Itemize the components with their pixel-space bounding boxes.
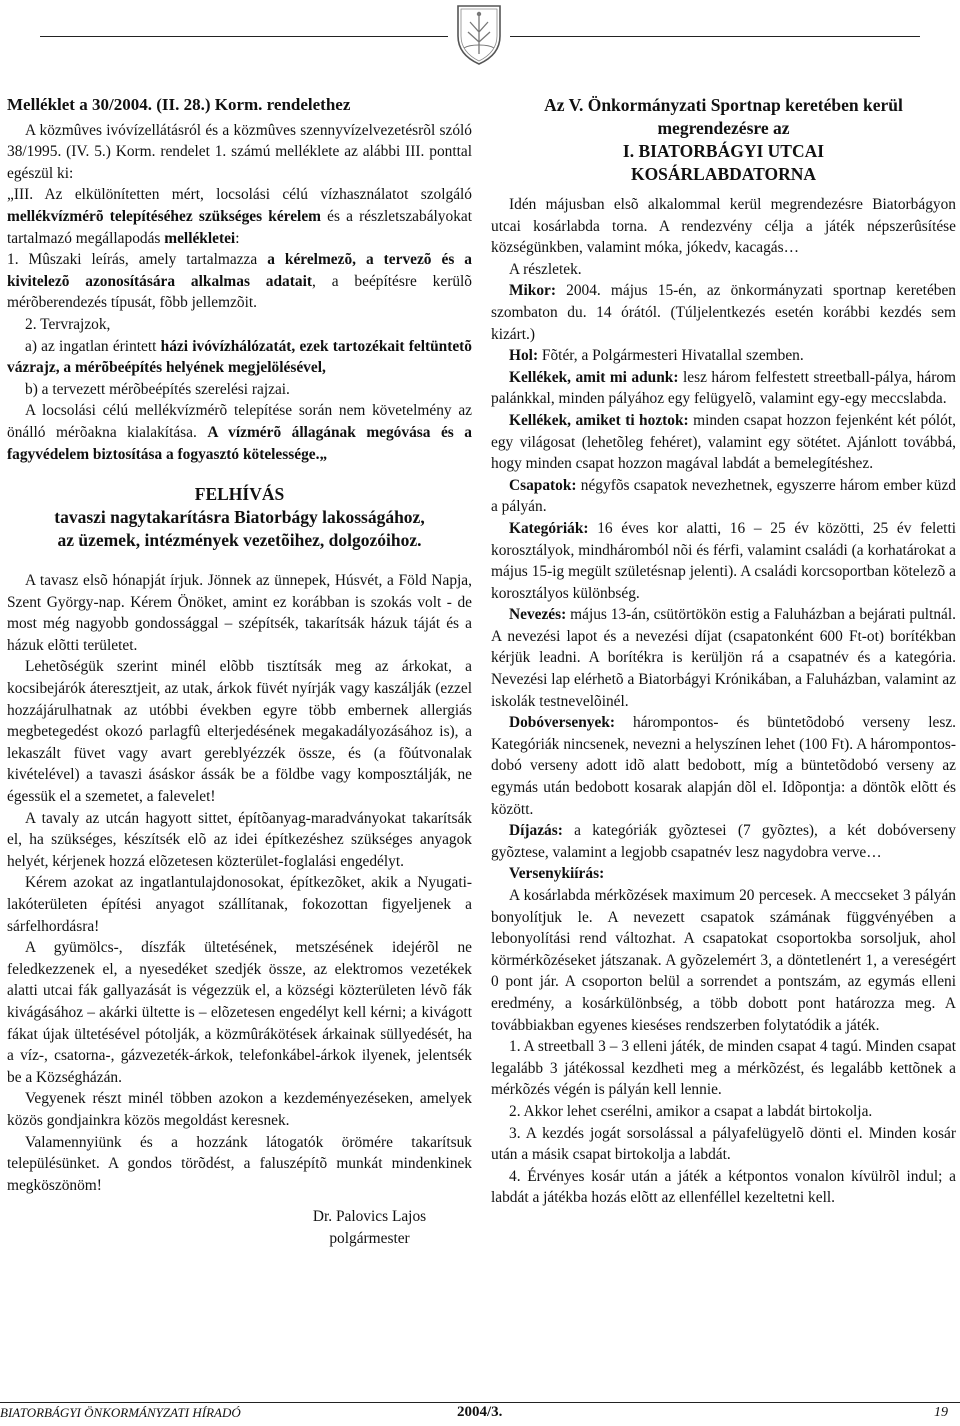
call-paragraph-7: Valamennyiünk és a hozzánk látogatók örömére takarítsuk településünket. A gondos törõdést, a faluszépítõ munkát mindenkinek megköszönöm! — [7, 1133, 472, 1194]
where-paragraph: Hol: Fõtér, a Polgármesteri Hivatallal szemben. — [509, 347, 804, 365]
call-paragraph-4: Kérem azokat az ingatlantulajdonosokat, építkezõket, akik a Nyugati-lakóterületen építési anyagot szállítanak, fokozottan figyeljenek a sárfelhordásra! — [7, 874, 472, 935]
rule-3: 3. A kezdés jogát sorsolással a pályafelügyelõ dönti el. Minden kosár után a másik csapat birtokolja a labdát. — [491, 1124, 956, 1164]
annex-item-2: 2. Tervrajzok, — [25, 315, 111, 333]
call-paragraph-2: Lehetõségük szerint minél elõbb tisztítsák meg az árkokat, a kocsibejárók áteresztjeit, az utak, árkok füvét nyírják vagy kaszálják (ezzel hozzájárulhatnak az utóbbi években egyre több embernek allergiás megbetegedést okozó parlagfû elterjedésének megakadályozásához is), a lekaszált füvet vagy avart gereblyézzék össze, és (a fõútvonalak kivételével) a tavaszi ásáskor ássák be a földbe vagy komposztálják, ne égessük el a szemetet, a falevelet! — [7, 658, 472, 806]
call-paragraph-3: A tavaly az utcán hagyott sittet, építõanyag-maradványokat takarítsák el, ha szükséges, készítsék elõ az idei építkezéshez szükséges anyagok helyét, kérjenek hozzá elõzetesen közterület-foglalási engedélyt. — [7, 809, 472, 870]
left-column — [7, 94, 472, 1250]
rules-heading: Versenykiírás: — [509, 865, 605, 883]
header-rule-left — [40, 36, 448, 37]
call-paragraph-1: A tavasz elsõ hónapját írjuk. Jönnek az ünnepek, Húsvét, a Föld Napja, Szent György-nap. Kérem Önöket, amint ez korábban is szokás volt - de most még nagyobb gondossággal – szépítsék, takarítsák házuk táját és a házuk elõtti területet. — [7, 572, 472, 654]
call-paragraph-6: Vegyenek részt minél többen azokon a kezdeményezéseken, amelyek közös gondjainkra közös megoldást keresnek. — [7, 1090, 472, 1129]
annex-intro: A közmûves ivóvízellátásról és a közmûves szennyvízelvezetésrõl szóló 38/1995. (IV. 5.) Korm. rendelet 1. számú melléklete az alábbi III. ponttal egészül ki: — [7, 121, 472, 182]
tournament-heading-1: Az V. Önkormányzati Sportnap keretében kerül — [544, 95, 903, 115]
annex-point-iii: „III. Az elkülönítetten mért, locsolási célú vízhasználatot szolgáló mellékvízmérõ telepítéséhez szükséges kérelem és a részletszabályokat tartalmazó megállapodás mellékletei: — [7, 186, 472, 247]
call-title: FELHÍVÁS — [194, 484, 285, 505]
categories-paragraph: Kategóriák: 16 éves kor alatti, 16 – 25 év közötti, 25 év feletti korosztályok, mindháromból nõi és férfi, valamint családi (a korhatárokat a május 15-ig megült születésnap jelenti). A családi korcsoportban kötelezõ a korosztályos különbség. — [491, 519, 956, 602]
when-paragraph: Mikor: 2004. május 15-én, az önkormányzati sportnap keretében szombaton du. 14 órától. (Túljelentkezés esetén korábbi kezdés sem kizárt.) — [491, 282, 956, 343]
call-subtitle-1: tavaszi nagytakarításra Biatorbágy lakosságához, — [54, 507, 425, 528]
signature-title: polgármester — [329, 1230, 410, 1248]
details-label: A részletek. — [509, 260, 582, 278]
shooting-contests-paragraph: Dobóversenyek: hárompontos- és büntetõdobó verseny lesz. Kategóriák nincsenek, nevezni a helyszínen lehet (100 Ft). A hárompontos-dobó verseny adott idõ alatt bedobott, míg a büntetõdobó verseny az egymás után bedobott kosarak alapján dõl el. Idõpontja: a döntõk elõtt és között. — [491, 714, 956, 818]
signature-block — [267, 1206, 472, 1250]
annex-closing: A locsolási célú mellékvízmérõ telepítése során nem követelmény az önálló mérõakna kialakítása. A vízmérõ állagának megóvása és a fagyvédelem biztosítása a fogyasztó kötelessége.„ — [7, 402, 472, 463]
call-subtitle-2: az üzemek, intézmények vezetõihez, dolgozóihoz. — [57, 530, 422, 551]
tournament-heading-4: KOSÁRLABDATORNA — [630, 164, 817, 184]
rule-2: 2. Akkor lehet cserélni, amikor a csapat a labdát birtokolja. — [509, 1102, 873, 1120]
teams-paragraph: Csapatok: négyfõs csapatok nevezhetnek, egyszerre három ember küzd a pályán. — [491, 476, 956, 516]
annex-heading: Melléklet a 30/2004. (II. 28.) Korm. rendelethez — [7, 95, 351, 114]
header-rule-right — [510, 36, 920, 37]
signature-name: Dr. Palovics Lajos — [312, 1208, 427, 1226]
coat-of-arms-icon — [452, 2, 506, 66]
footer-page-number: 19 — [934, 1405, 948, 1420]
rule-4: 4. Érvényes kosár után a játék a kétpontos vonalon kívülrõl indul; a labdát a játékba hozás elõtt az ellenféllel kezeltetni kell. — [491, 1167, 956, 1207]
call-paragraph-5: A gyümölcs-, díszfák ültetésének, metszésének idejérõl ne feledkezzenek el, a nyesedéket szedjék össze, az elektromos vezetékek alatti utcai fák gallyazását is végezzük el, a községi közterületen lévõ fák kivágásához – akárki ültette is – elõzetesen engedélyt kell kérni; a kivágott fákat újak ültetésével pótolják, a közmûrákötések árkainak süllyedését, ha a víz-, csatorna-, gázvezeték-árkok, telefonkábel-árkok ilyenek, jelentsék be a Községházán. — [7, 939, 472, 1086]
rules-paragraph: A kosárlabda mérkõzések maximum 20 percesek. A meccseket 3 pályán bonyolítjuk le. A nevezett csapatok számának függvényében a lebonyolítási rend változhat. A csapatokat csoportokba sorsoljuk, ahol körmérkõzéseket játszanak. A gyõzelemért 3, a döntetlenért 1, a vereségért 0 pont jár. A csoporton belül a sorrendet a pontszám, az egymás elleni eredmény, a kosárkülönbség, a több dobott pont határozza meg. A továbbiakban egyenes kieséses rendszerben folytatódik a játék. — [491, 887, 956, 1034]
annex-item-2b: b) a tervezett mérõbeépítés szerelési rajzai. — [25, 380, 290, 398]
equipment-bring-paragraph: Kellékek, amiket ti hoztok: minden csapat hozzon fejenként két pólót, egy világosat (lehetõleg fehéret), valamint egy sötétet. Ajánlott továbbá, hogy minden csapat hozzon magával labdát a bemelegítéshez. — [491, 411, 956, 473]
prizes-paragraph: Díjazás: a kategóriák gyõztesei (7 gyõztes), a két dobóverseny gyõztese, valamint a legjobb csapatnév lesz nagydobra verve… — [491, 822, 956, 861]
tournament-heading-2: megrendezésre az — [657, 118, 790, 138]
footer-issue: 2004/3. — [457, 1404, 503, 1420]
annex-item-1: 1. Mûszaki leírás, amely tartalmazza a kérelmezõ, a tervezõ és a kivitelezõ azonosítására alkalmas adatait, a beépítésre kerülõ mérõberendezés típusát, fõbb jellemzõit. — [7, 251, 473, 312]
footer-rule — [0, 1402, 960, 1403]
footer-publication: BIATORBÁGYI ÖNKORMÁNYZATI HÍRADÓ — [0, 1405, 241, 1420]
page-header — [0, 0, 960, 80]
right-column — [491, 94, 956, 1209]
registration-paragraph: Nevezés: május 13-án, csütörtökön estig a Faluházban a bejárati pultnál. A nevezési lapot és a nevezési díjat (csapatonként 600 Ft-ot) borítékban kérjük leadni. A borítékra is kerüljön rá a csapatnév és a kategória. Nevezési lap elérhetõ a Biatorbágyi Krónikában, a Faluházban, valamint az iskolák testnevelõinél. — [491, 606, 956, 710]
annex-item-2a: a) az ingatlan érintett házi ivóvízhálózatát, ezek tartozékait feltüntetõ vázrajz, a mérõbeépítés helyének megjelölésével, — [7, 337, 472, 377]
rule-1: 1. A streetball 3 – 3 elleni játék, de minden csapat 4 tagú. Minden csapat legalább 3 játékossal kezdheti meg a mérkõzést, és legalább kettõnek a mérkõzés végén is pályán kell lennie. — [491, 1038, 956, 1099]
equipment-provided-paragraph: Kellékek, amit mi adunk: lesz három felfestett streetball-pálya, három palánkkal, minden pályához egy felügyelõ, valamint egy-egy meccslabda. — [491, 368, 956, 408]
tournament-intro: Idén májusban elsõ alkalommal kerül megrendezésre Biatorbágyon utcai kosárlabda torna. A rendezvény célja a játék népszerûsítése községünkben, valamint móka, jókedv, kacagás… — [491, 196, 956, 257]
tournament-heading-3: I. BIATORBÁGYI UTCAI — [622, 141, 825, 161]
